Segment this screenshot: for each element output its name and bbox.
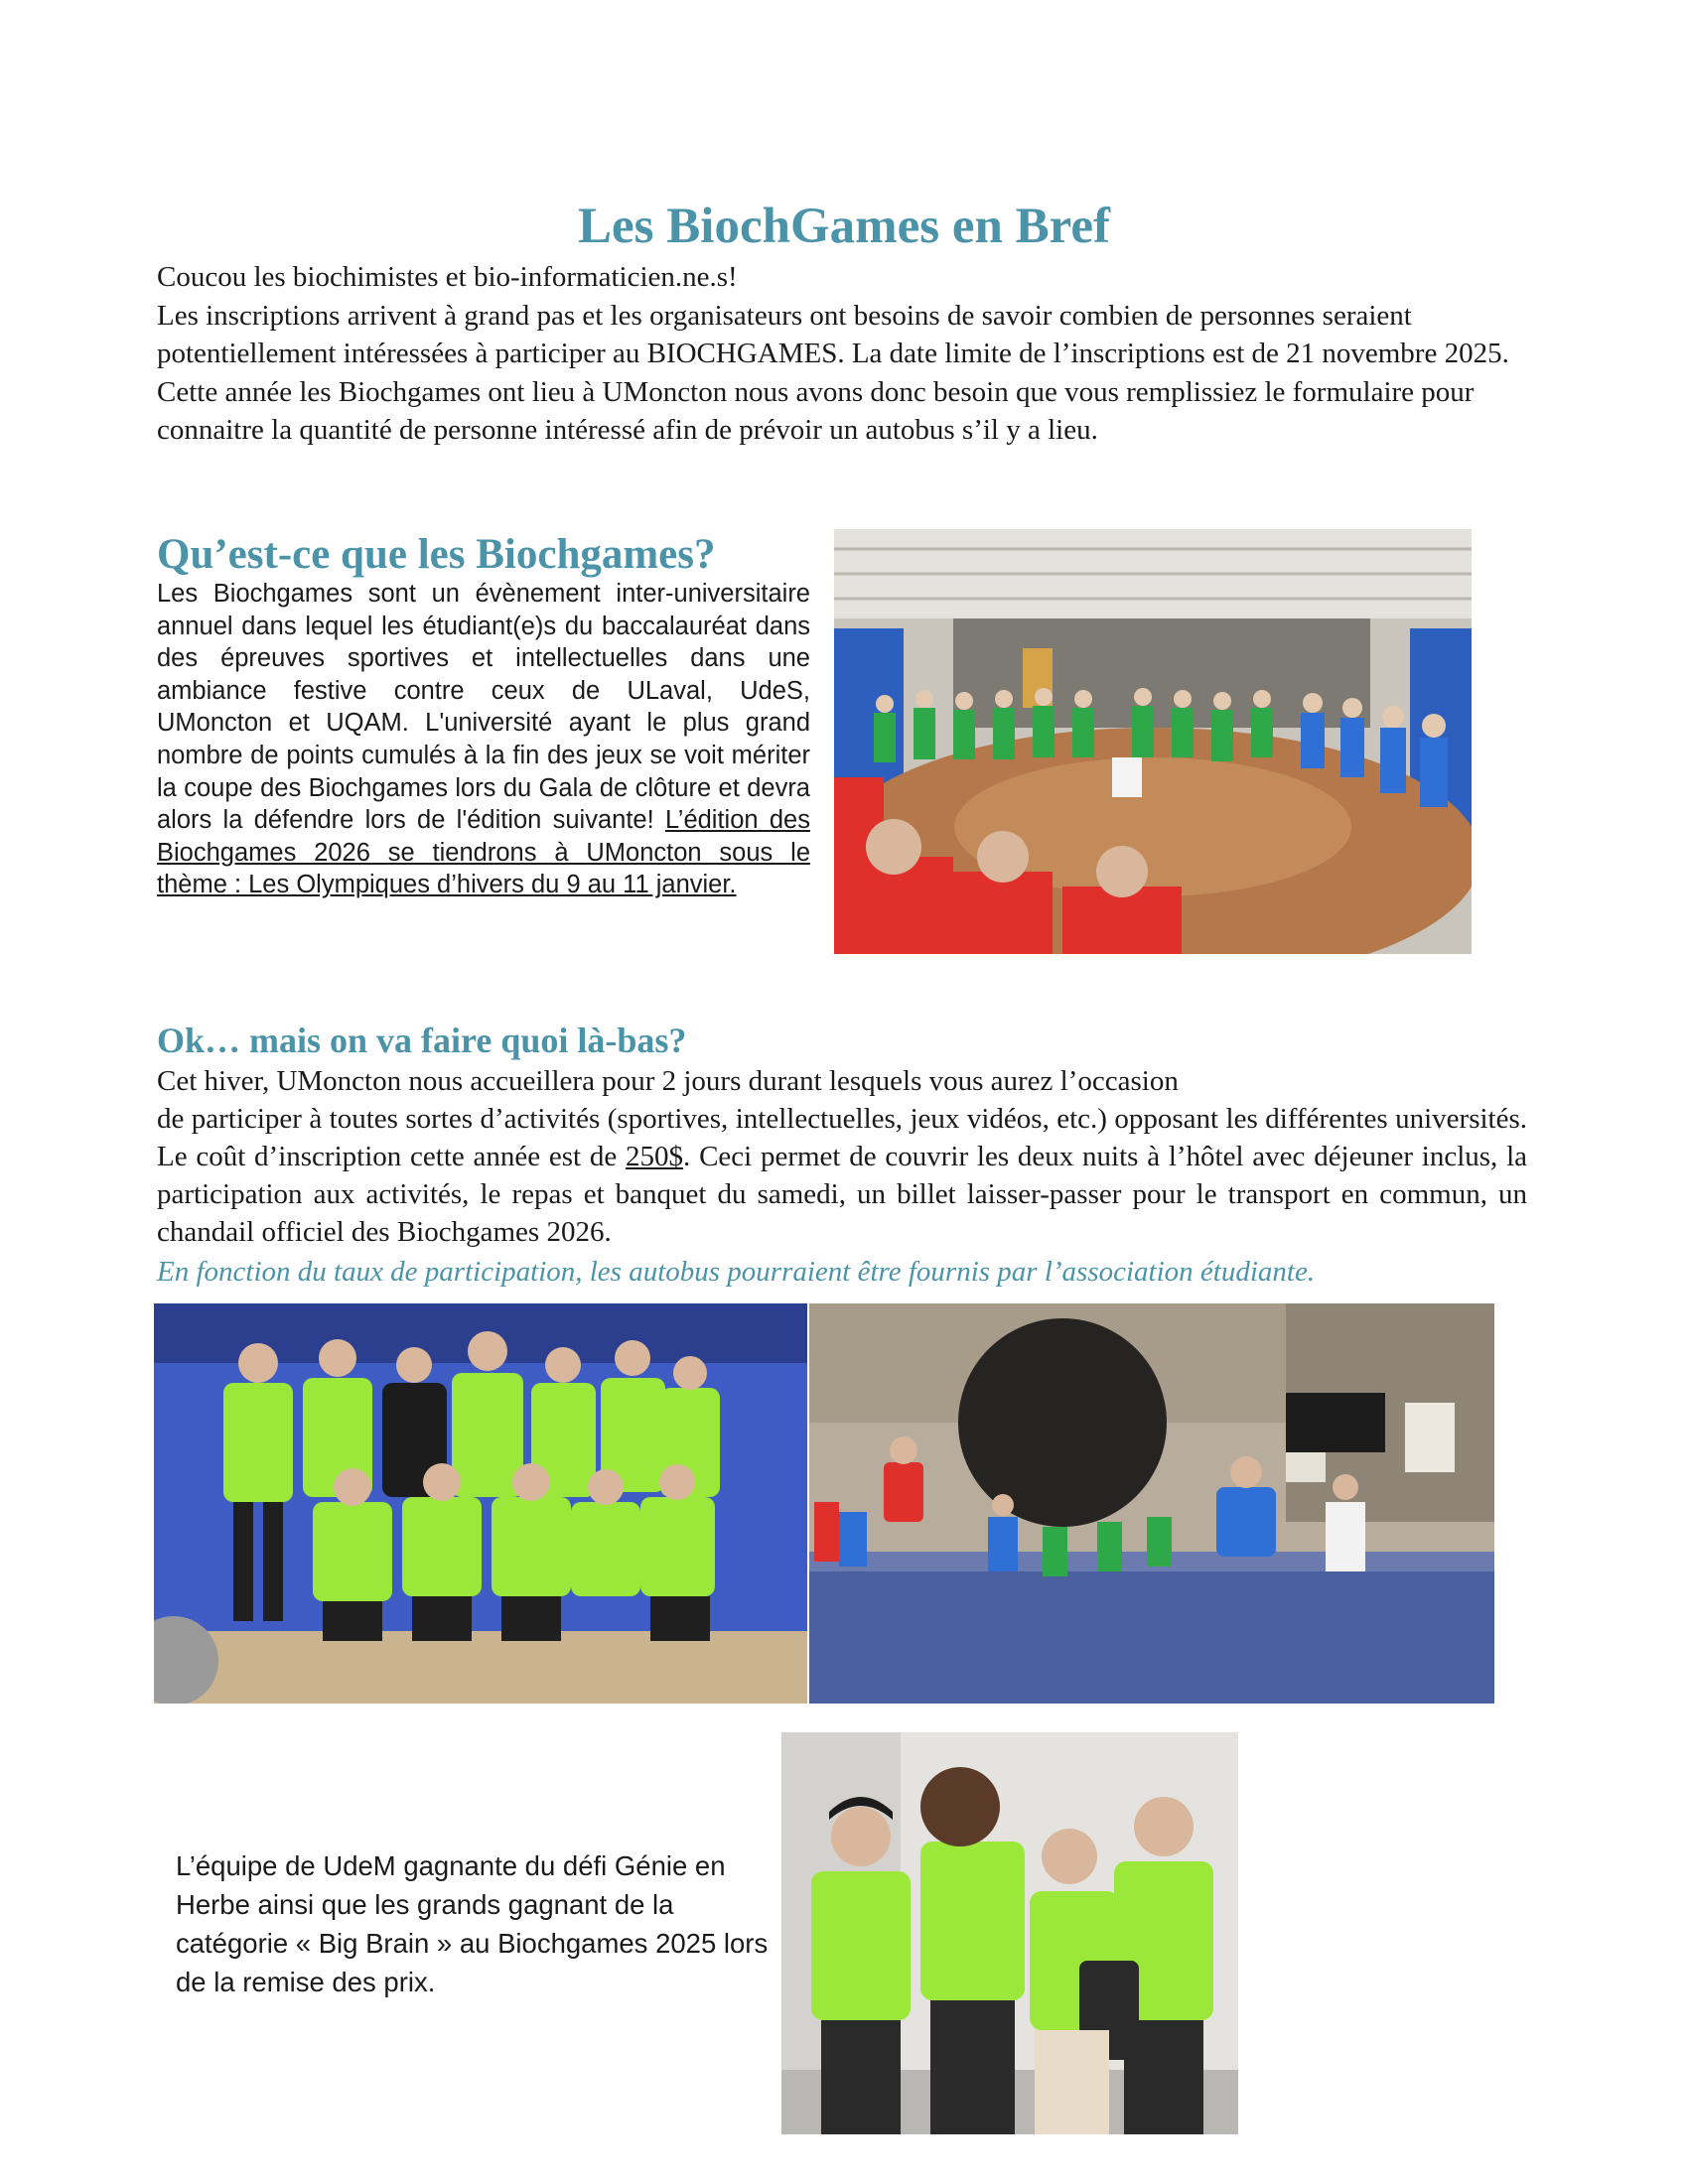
bus-note: En fonction du taux de participation, les autobus pourraient être fournis par l’association étudiante. xyxy=(157,1256,1316,1288)
page-title: Les BiochGames en Bref xyxy=(578,199,1110,254)
section2-line1: Cet hiver, UMoncton nous accueillera pour 2 jours durant lesquels vous aurez l’occasion xyxy=(157,1065,1179,1097)
intro-paragraph: Les inscriptions arrivent à grand pas et les organisateurs ont besoins de savoir combien de personnes seraient potentiellement intéressées à participer au BIOCHGAMES. La date limite de l’inscriptions est de 21 novembre 2025. Cette année les Biochgames ont lieu à UMoncton nous avons donc besoin que vous remplissiez le formulaire pour connaitre la quantité de personne intéressé afin de prévoir un autobus s’il y a lieu. xyxy=(157,299,1509,446)
section1-text-block xyxy=(157,578,810,901)
intro-block xyxy=(157,258,1527,450)
section2-heading: Ok… mais on va faire quoi là-bas? xyxy=(157,1021,687,1060)
photo-circle-students xyxy=(834,529,1472,954)
price-link[interactable]: 250$ xyxy=(626,1141,684,1172)
photo-gym-big-ball xyxy=(809,1303,1494,1704)
photo-four-students xyxy=(781,1732,1238,2134)
section2-text-before-price: de participer à toutes sortes d’activités (sportives, intellectuelles, jeux vidéos, etc.) opposant les différentes universités. Le coût d’inscription cette année est de xyxy=(157,1103,1527,1172)
photo-caption: L’équipe de UdeM gagnante du défi Génie en Herbe ainsi que les grands gagnant de la catégorie « Big Brain » au Biochgames 2025 lors de la remise des prix. xyxy=(176,1850,769,1997)
section1-link[interactable]: L’édition des Biochgames 2026 se tiendrons à UMoncton sous le thème : Les Olympiques d’hivers du 9 au 11 janvier. xyxy=(157,806,810,899)
section1-heading: Qu’est-ce que les Biochgames? xyxy=(157,531,716,578)
section2-text-after-price: . Ceci permet de couvrir les deux nuits à l’hôtel avec déjeuner inclus, la participation aux activités, le repas et banquet du samedi, un billet laisser-passer pour le transport en commun, un chandail officiel des Biochgames 2026. xyxy=(157,1141,1528,1248)
photo-group-green-shirts xyxy=(154,1303,807,1704)
intro-greeting: Coucou les biochimistes et bio-informaticien.ne.s! xyxy=(157,261,738,293)
section2-body xyxy=(157,1062,1527,1251)
section1-text: Les Biochgames sont un évènement inter-universitaire annuel dans lequel les étudiant(e)s du baccalauréat dans des épreuves sportives et intellectuelles dans une ambiance festive contre ceux de ULaval, UdeS, UMoncton et UQAM. L'université ayant le plus grand nombre de points cumulés à la fin des jeux se voit mériter la coupe des Biochgames lors du Gala de clôture et devra alors la défendre lors de l'édition suivante! xyxy=(157,580,810,835)
